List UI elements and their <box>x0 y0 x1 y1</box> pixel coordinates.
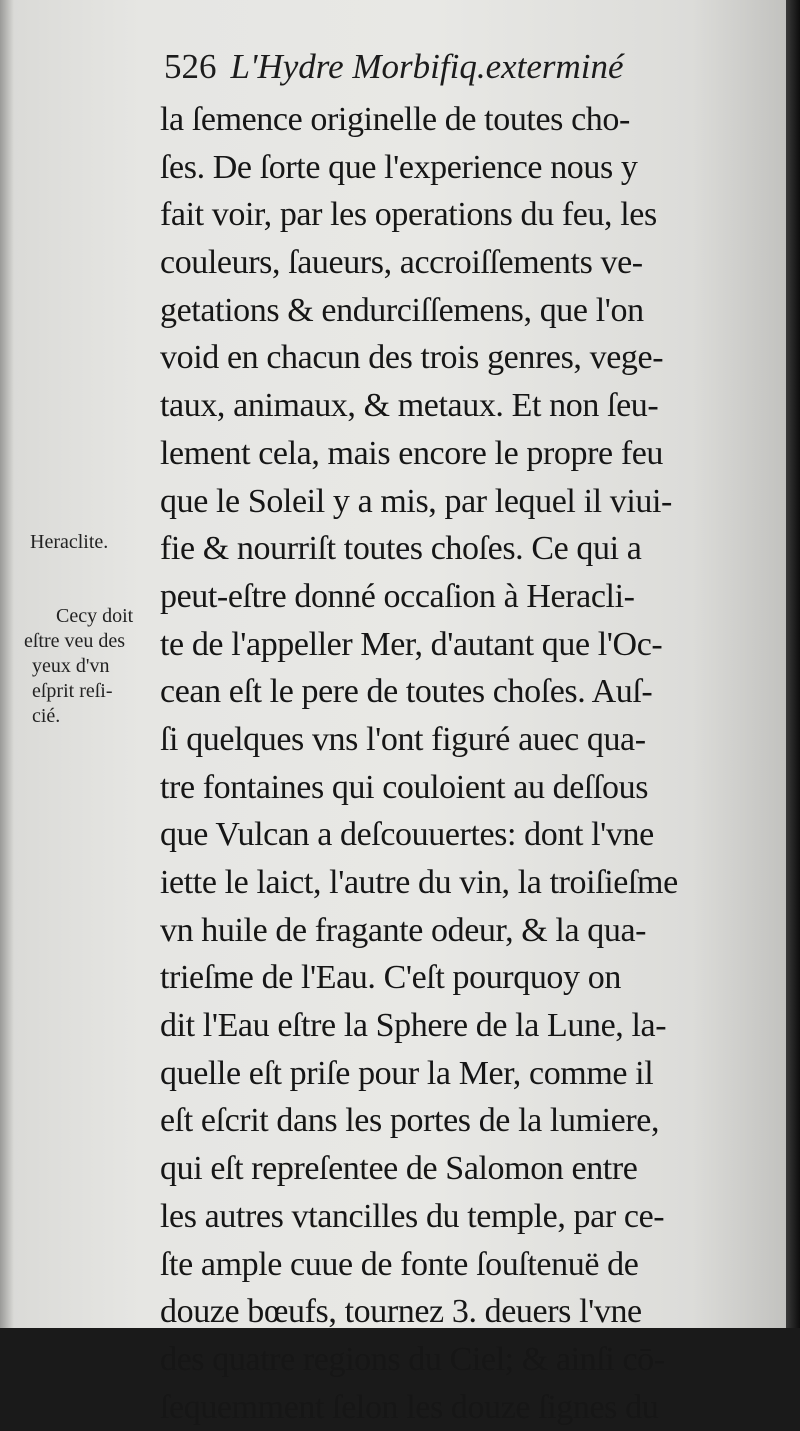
running-title: L'Hydre Morbifiq.exterminé <box>230 47 624 86</box>
text-line: dit l'Eau eſtre la Sphere de la Lune, la- <box>160 1007 667 1045</box>
text-line: peut-eſtre donné occaſion à Heracli- <box>160 577 635 615</box>
text-line: taux, animaux, & metaux. Et non ſeu- <box>160 387 659 425</box>
text-line: void en chacun des trois genres, vege- <box>160 339 664 377</box>
text-line: trieſme de l'Eau. C'eſt pourquoy on <box>160 959 621 997</box>
page-number: 526 <box>164 47 217 86</box>
margin-note-line: Cecy doit <box>56 605 134 627</box>
text-line: ſes. De ſorte que l'experience nous y <box>160 148 638 186</box>
text-line: qui eſt repreſentee de Salomon entre <box>160 1150 638 1188</box>
margin-note-line: cié. <box>32 705 61 727</box>
text-line: eſt eſcrit dans les portes de la lumiere, <box>160 1102 660 1140</box>
text-line: douze bœufs, tournez 3. deuers l'vne <box>160 1293 642 1331</box>
text-line: quelle eſt priſe pour la Mer, comme il <box>160 1054 654 1092</box>
running-header <box>164 44 744 90</box>
gutter-shadow <box>0 0 14 1328</box>
text-line: ſequemment ſelon les douze ſignes du <box>160 1388 659 1426</box>
text-line: tre fontaines qui couloient au deſſous <box>160 768 649 806</box>
text-line: fait voir, par les operations du feu, les <box>160 196 657 234</box>
text-line: vn huile de fragante odeur, & la qua- <box>160 911 647 949</box>
margin-note-heraclite: Heraclite. <box>30 531 109 553</box>
margin-note-line: yeux d'vn <box>32 655 110 677</box>
margin-note-cecy <box>24 604 156 729</box>
text-line: les autres vtancilles du temple, par ce- <box>160 1197 665 1235</box>
text-line: ſi quelques vns l'ont figuré auec qua- <box>160 720 646 758</box>
text-line: te de l'appeller Mer, d'autant que l'Oc- <box>160 625 663 663</box>
text-line: fie & nourriſt toutes choſes. Ce qui a <box>160 530 642 568</box>
text-line: ſte ample cuue de fonte ſouſtenuë de <box>160 1245 639 1283</box>
text-line: que Vulcan a deſcouuertes: dont l'vne <box>160 816 654 854</box>
body-text <box>160 96 740 1431</box>
book-edge <box>786 0 800 1328</box>
text-line: cean eſt le pere de toutes choſes. Auſ- <box>160 673 653 711</box>
text-line: couleurs, ſaueurs, accroiſſements ve- <box>160 244 643 282</box>
margin-note-line: eſprit reſi- <box>32 680 113 702</box>
text-line: lement cela, mais encore le propre feu <box>160 434 664 472</box>
text-line: iette le laict, l'autre du vin, la troiſieſme <box>160 864 678 901</box>
margin-note-line: eſtre veu des <box>24 630 126 652</box>
text-line: la ſemence originelle de toutes cho- <box>160 101 630 138</box>
text-line: que le Soleil y a mis, par lequel il viui- <box>160 482 672 520</box>
text-line: des quatre regions du Ciel; & ainſi cō- <box>160 1340 665 1378</box>
text-line: getations & endurciſſemens, que l'on <box>160 291 644 329</box>
